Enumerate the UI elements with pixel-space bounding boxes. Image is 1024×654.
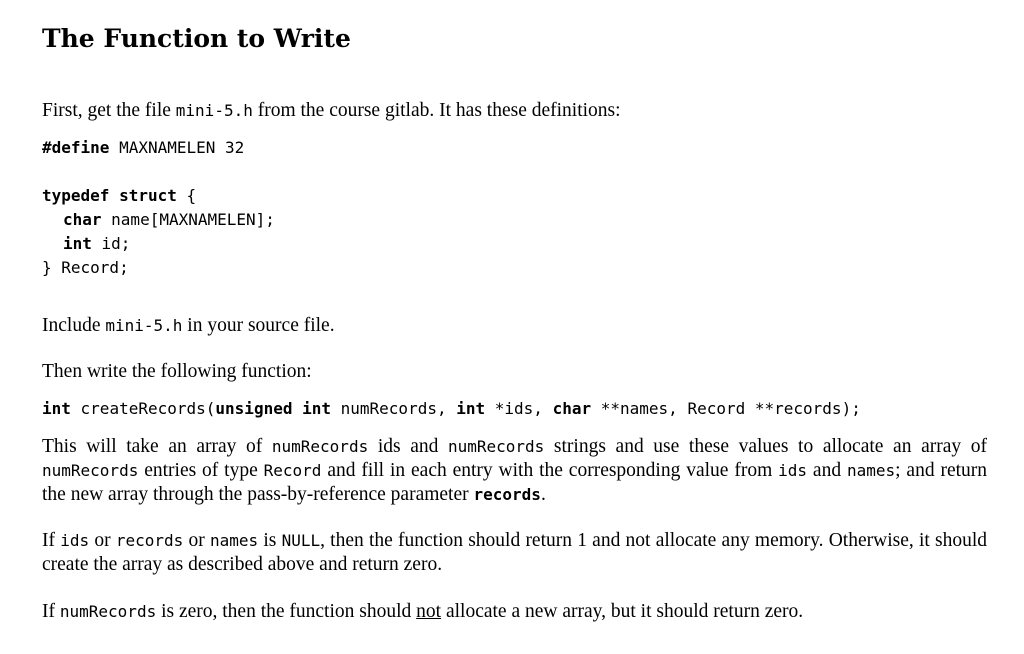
sig-part-4: **names, Record **records); xyxy=(591,399,861,418)
desc-code-numrecords-1: numRecords xyxy=(271,437,369,456)
typedef-rest: { xyxy=(176,186,197,205)
then-paragraph: Then write the following function: xyxy=(42,361,312,382)
null-text-3: or xyxy=(183,530,210,551)
intro-text-2: from the course gitlab. It has these definitions: xyxy=(252,100,621,121)
zero-text-3: allocate a new array, but it should return zero. xyxy=(441,601,804,622)
null-text-2: or xyxy=(89,530,116,551)
zero-code-numrecords: numRecords xyxy=(59,602,157,621)
zero-text-1: If xyxy=(42,601,60,622)
null-text-4: is xyxy=(258,530,282,551)
desc-code-names: names xyxy=(846,461,896,480)
include-text-2: in your source file. xyxy=(182,315,335,336)
struct-close-line: } Record; xyxy=(42,258,129,277)
desc-code-numrecords-3: numRecords xyxy=(42,461,139,480)
define-rest: MAXNAMELEN 32 xyxy=(109,138,245,157)
intro-text-1: First, get the file xyxy=(42,100,176,121)
intro-paragraph xyxy=(42,99,621,123)
desc-code-records: records xyxy=(473,485,541,504)
struct-int-line xyxy=(63,232,130,256)
int-rest: id; xyxy=(91,234,131,253)
zero-text-2: is zero, then the function should xyxy=(156,601,417,622)
function-signature xyxy=(42,397,861,421)
null-code-records: records xyxy=(115,531,184,550)
desc-text-4: entries of type xyxy=(138,460,264,481)
desc-code-numrecords-2: numRecords xyxy=(447,437,545,456)
desc-text-7: ; and return the new array through the pass-by-reference parameter xyxy=(42,460,988,505)
null-text-1: If xyxy=(42,530,61,551)
sig-kw-int: int xyxy=(42,399,71,418)
desc-code-record: Record xyxy=(263,461,322,480)
zero-underlined-not: not xyxy=(416,601,442,622)
desc-text-1: This will take an array of xyxy=(42,436,272,457)
sig-kw-char: char xyxy=(552,399,592,418)
desc-text-5: and fill in each entry with the corresponding value from xyxy=(321,460,779,481)
zero-records-paragraph xyxy=(42,600,803,624)
desc-text-3: strings and use these values to allocate an array of xyxy=(544,436,987,457)
null-code-names: names xyxy=(209,531,259,550)
typedef-line xyxy=(42,184,196,208)
desc-text-8: . xyxy=(540,484,546,505)
null-code-ids: ids xyxy=(60,531,90,550)
null-text-5: , then the function should return 1 and not allocate any memory. Otherwise, it should create the array as described above and return zero. xyxy=(42,530,988,575)
char-keyword: char xyxy=(63,210,102,229)
define-line xyxy=(42,136,244,160)
desc-text-6: and xyxy=(807,460,847,481)
sig-kw-unsigned-int: unsigned int xyxy=(215,399,331,418)
intro-filename: mini-5.h xyxy=(175,101,253,120)
char-rest: name[MAXNAMELEN]; xyxy=(101,210,275,229)
include-text-1: Include xyxy=(42,315,106,336)
section-title: The Function to Write xyxy=(42,24,351,53)
struct-char-line xyxy=(63,208,275,232)
null-code-null: NULL xyxy=(281,531,321,550)
define-keyword: #define xyxy=(42,138,110,157)
int-keyword: int xyxy=(63,234,92,253)
sig-part-1: createRecords( xyxy=(70,399,216,418)
sig-part-3: *ids, xyxy=(485,399,553,418)
sig-part-2: numRecords, xyxy=(331,399,457,418)
include-filename: mini-5.h xyxy=(105,316,183,335)
sig-kw-int-2: int xyxy=(456,399,486,418)
desc-code-ids: ids xyxy=(778,461,808,480)
null-check-paragraph xyxy=(42,529,987,577)
include-paragraph xyxy=(42,314,335,338)
description-paragraph xyxy=(42,435,987,507)
desc-text-2: ids and xyxy=(368,436,448,457)
typedef-keyword: typedef struct xyxy=(42,186,177,205)
